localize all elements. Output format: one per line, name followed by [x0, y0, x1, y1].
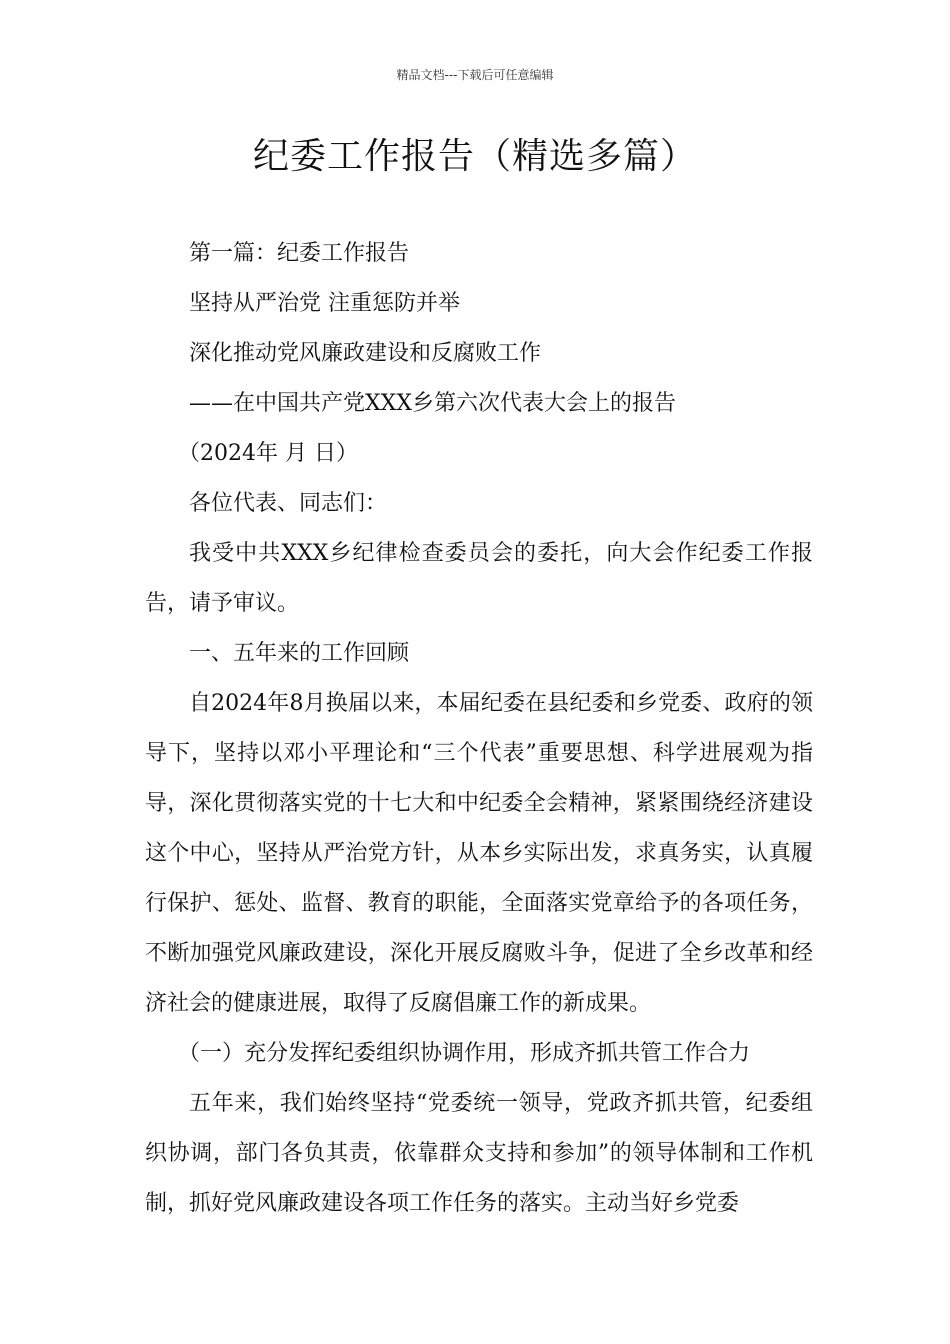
body-paragraph: 五年来，我们始终坚持“党委统一领导，党政齐抓共管，纪委组织协调，部门各负其责，依靠群众支持和参加”的领导体制和工作机制，抓好党风廉政建设各项工作任务的落实。主动当好乡党委 [145, 1091, 813, 1216]
report-subtitle: 深化推动党风廉政建设和反腐败工作 [189, 341, 542, 366]
section-heading: 一、五年来的工作回顾 [189, 641, 410, 666]
document-title: 纪委工作报告（精选多篇） [252, 136, 697, 177]
page-header-note: 精品文档---下载后可任意编辑 [396, 68, 554, 82]
body-paragraph: 自2024年8月换届以来，本届纪委在县纪委和乡党委、政府的领导下，坚持以邓小平理论和“三个代表”重要思想、科学进展观为指导，深化贯彻落实党的十七大和中纪委全会精神，紧紧围绕经济建设这个中心，坚持从严治党方针，从本乡实际出发，求真务实，认真履行保护、惩处、监督、教育的职能，全面落实党章给予的各项任务，不断加强党风廉政建设，深化开展反腐败斗争，促进了全乡改革和经济社会的健康进展，取得了反腐倡廉工作的新成果。 [145, 691, 813, 1016]
subsection-heading: （一）充分发挥纪委组织协调作用，形成齐抓共管工作合力 [178, 1041, 751, 1066]
body-paragraph: 我受中共XXX乡纪律检查委员会的委托，向大会作纪委工作报告，请予审议。 [145, 541, 813, 616]
document-body [145, 229, 813, 1229]
section-heading: 第一篇：纪委工作报告 [189, 241, 410, 266]
salutation: 各位代表、同志们： [189, 491, 388, 516]
report-subtitle: 坚持从严治党 注重惩防并举 [189, 291, 460, 316]
report-date: （2024年 月 日） [178, 441, 358, 466]
report-occasion: ——在中国共产党XXX乡第六次代表大会上的报告 [189, 391, 676, 416]
